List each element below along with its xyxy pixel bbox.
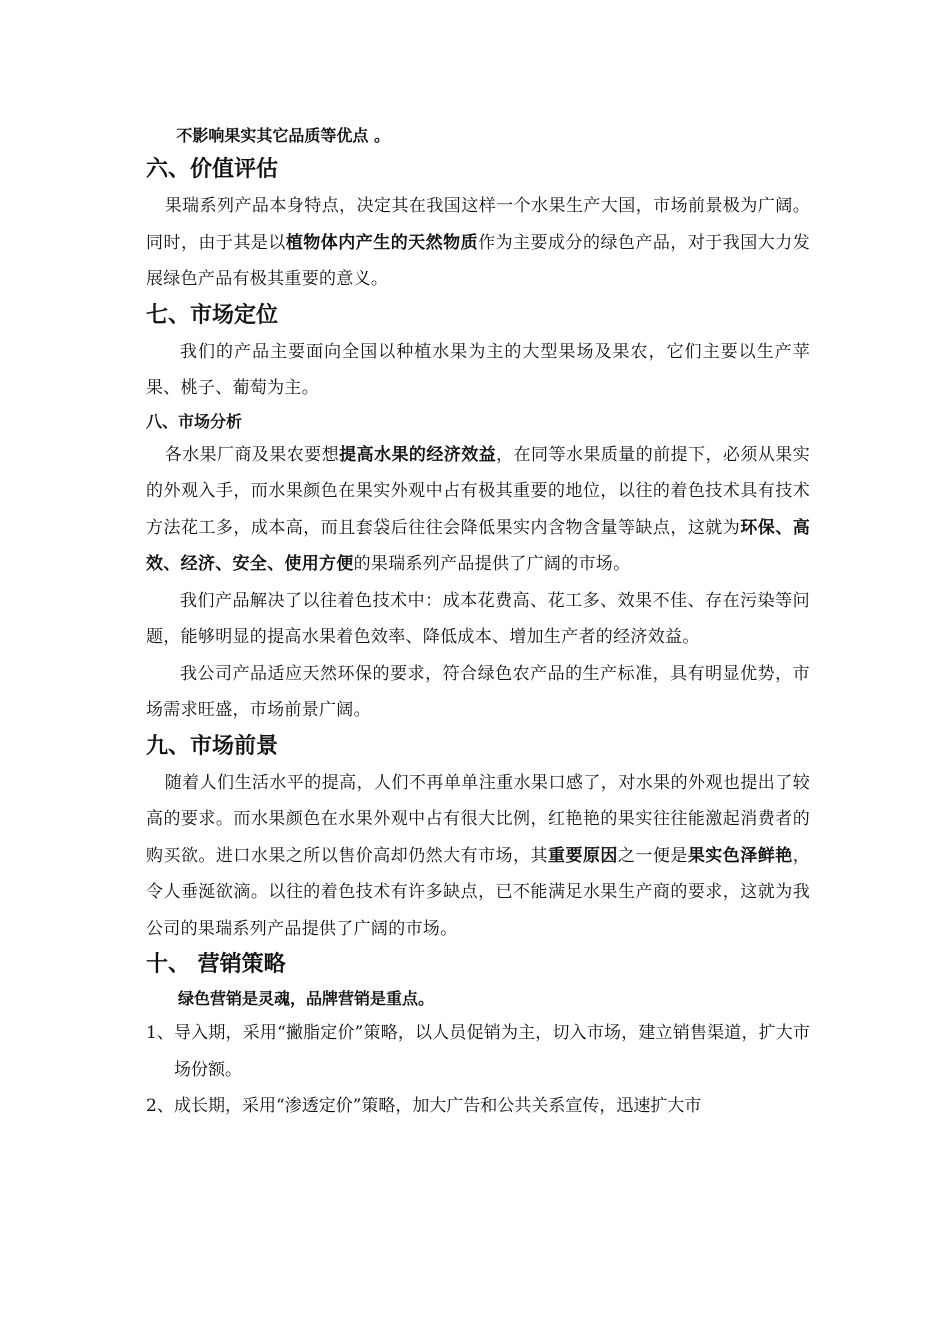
emphasis-text: 果实色泽鲜艳: [687, 845, 793, 866]
section-8-paragraph-1: [146, 437, 810, 583]
emphasis-text: 重要原因: [547, 845, 618, 866]
list-number: 1、: [146, 1023, 174, 1043]
section-8-paragraph-3: 我公司产品适应天然环保的要求，符合绿色农产品的生产标准，具有明显优势，市场需求旺盛，市场前景广阔。: [146, 663, 810, 720]
text-run: 作为主要成分的绿色产品，对于我国大力发展绿色产品有极其重要的意义。: [146, 232, 810, 289]
section-10-heading: 十、 营销策略: [146, 952, 286, 977]
section-9-paragraph: [146, 765, 810, 948]
section-9-heading: 九、市场前景: [146, 733, 279, 759]
text-run: ，在同等水果质量的前提下，必须从果实的外观入手，而水果颜色在果实外观中占有极其重要的地位，以往的着色技术具有技术方法花工多，成本高，而且套袋后往往会降低果实内含物含量等缺点，这就为: [146, 444, 811, 538]
document-body: [146, 120, 810, 1125]
section-6-heading: 六、价值评估: [146, 157, 279, 182]
text-run: 的果瑞系列产品提供了广阔的市场。: [353, 554, 631, 574]
section-8-heading: 八、市场分析: [146, 411, 243, 431]
section-8-paragraph-2: 我们产品解决了以往着色技术中：成本花费高、花工多、效果不佳、存在污染等问题，能够明显的提高水果着色效率、降低成本、增加生产者的经济效益。: [146, 590, 810, 647]
list-text: 成长期，采用“渗透定价”策略，加大广告和公共关系宣传，迅速扩大市: [174, 1096, 702, 1116]
list-text: 导入期，采用“撇脂定价”策略，以人员促销为主，切入市场，建立销售渠道，扩大市场份额。: [174, 1023, 810, 1080]
list-item: [146, 1088, 810, 1125]
list-item: [146, 1015, 810, 1088]
intro-line: 不影响果实其它品质等优点 。: [176, 126, 390, 145]
emphasis-text: 提高水果的经济效益: [339, 444, 497, 465]
text-run: ，令人垂涎欲滴。以往的着色技术有许多缺点，已不能满足水果生产商的要求，这就为我公司的果瑞系列产品提供了广阔的市场。: [146, 845, 811, 939]
text-run: 之一便是: [617, 845, 688, 866]
text-run: 果瑞系列产品本身特点，决定其在我国这样一个水果生产大国，市场前景极为广阔。同时，由于其是以: [146, 196, 810, 253]
text-run: 各水果厂商及果农要想: [164, 444, 340, 465]
section-6-paragraph: [146, 188, 810, 298]
marketing-slogan: 绿色营销是灵魂，品牌营销是重点。: [178, 989, 435, 1008]
section-7-heading: 七、市场定位: [146, 302, 279, 328]
emphasis-text: 植物体内产生的天然物质: [285, 232, 479, 253]
section-7-paragraph: 我们的产品主要面向全国以种植水果为主的大型果场及果农，它们主要以生产苹果、桃子、葡萄为主。: [146, 341, 810, 398]
list-number: 2、: [146, 1096, 174, 1116]
emphasis-text: 环保、高效、经济、安全、使用方便: [146, 517, 811, 574]
text-run: 随着人们生活水平的提高，人们不再单单注重水果口感了，对水果的外观也提出了较高的要求。而水果颜色在水果外观中占有很大比例，红艳艳的果实往往能激起消费者的购买欲。进口水果之所以售价高却仍然大有市场，其: [146, 772, 810, 866]
